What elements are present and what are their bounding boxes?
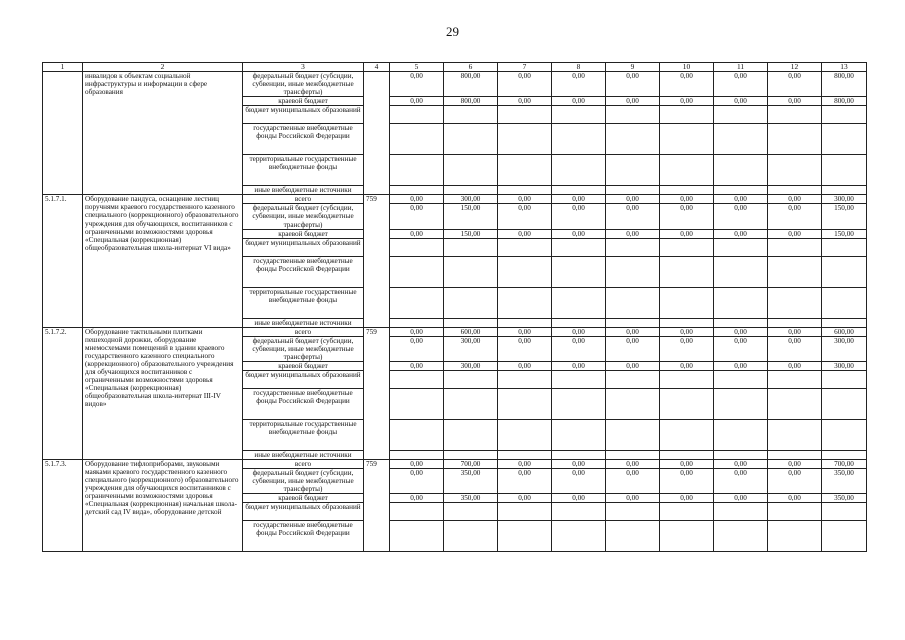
amount-cell <box>552 521 606 552</box>
amount-cell: 0,00 <box>498 204 552 229</box>
amount-cell <box>768 503 822 521</box>
amount-cell <box>714 371 768 389</box>
amount-cell: 150,00 <box>822 204 867 229</box>
amount-cell: 800,00 <box>444 72 498 97</box>
amount-cell: 0,00 <box>768 72 822 97</box>
funding-source: бюджет муниципальных образований <box>243 371 364 389</box>
amount-cell <box>660 371 714 389</box>
amount-cell <box>390 521 444 552</box>
amount-cell <box>444 238 498 256</box>
amount-cell <box>660 106 714 124</box>
funding-source: федеральный бюджет (субсидии, субвенции, иные межбюджетные трансферты) <box>243 72 364 97</box>
amount-cell: 350,00 <box>444 494 498 503</box>
item-description: Оборудование пандуса, оснащение лестниц поручнями краевого государственного казенного специального (коррекционного) образовательного учреждения для обучающихся, воспитанников с ограниченными возможностями здоровья «Специальная (коррекционная) общеобразовательная школа-интернат VI вида» <box>83 195 243 327</box>
amount-cell: 0,00 <box>660 72 714 97</box>
amount-cell <box>444 186 498 195</box>
column-header-12: 12 <box>768 63 822 72</box>
amount-cell: 0,00 <box>606 361 660 370</box>
amount-cell <box>822 318 867 327</box>
funding-source: краевой бюджет <box>243 97 364 106</box>
amount-cell: 0,00 <box>660 204 714 229</box>
amount-cell <box>768 256 822 287</box>
amount-cell <box>444 503 498 521</box>
amount-cell <box>552 256 606 287</box>
amount-cell <box>444 287 498 318</box>
amount-cell: 350,00 <box>822 494 867 503</box>
column-header-3: 3 <box>243 63 364 72</box>
funding-source: бюджет муниципальных образований <box>243 503 364 521</box>
amount-cell: 0,00 <box>498 469 552 494</box>
amount-cell: 0,00 <box>606 494 660 503</box>
amount-cell <box>606 256 660 287</box>
funding-source: иные внебюджетные источники <box>243 318 364 327</box>
amount-cell: 0,00 <box>498 361 552 370</box>
amount-cell <box>552 451 606 460</box>
funding-source: бюджет муниципальных образований <box>243 238 364 256</box>
amount-cell <box>552 371 606 389</box>
funding-source: федеральный бюджет (субсидии, субвенции, иные межбюджетные трансферты) <box>243 204 364 229</box>
amount-cell: 600,00 <box>822 327 867 336</box>
amount-cell: 0,00 <box>714 327 768 336</box>
amount-cell <box>660 238 714 256</box>
amount-cell: 0,00 <box>390 327 444 336</box>
amount-cell: 0,00 <box>714 336 768 361</box>
amount-cell <box>714 318 768 327</box>
amount-cell <box>498 256 552 287</box>
amount-cell: 300,00 <box>444 195 498 204</box>
amount-cell: 0,00 <box>552 229 606 238</box>
amount-cell <box>606 155 660 186</box>
amount-cell: 0,00 <box>606 195 660 204</box>
amount-cell <box>498 521 552 552</box>
amount-cell: 0,00 <box>660 229 714 238</box>
amount-cell: 0,00 <box>660 469 714 494</box>
amount-cell <box>768 124 822 155</box>
amount-cell <box>498 287 552 318</box>
item-description: Оборудование тифлоприборами, звуковыми маяками краевого государственного казенного специального (коррекционного) образовательного учреждения для обучающихся воспитанников с ограниченными возможностями здоровья «Специальная (коррекционная) начальная школа-детский сад IV вида», оборудование детской <box>83 460 243 552</box>
amount-cell <box>498 238 552 256</box>
amount-cell <box>498 124 552 155</box>
amount-cell <box>606 186 660 195</box>
amount-cell: 0,00 <box>768 469 822 494</box>
amount-cell: 0,00 <box>714 229 768 238</box>
amount-cell: 0,00 <box>498 229 552 238</box>
amount-cell: 300,00 <box>822 336 867 361</box>
amount-cell: 0,00 <box>768 336 822 361</box>
amount-cell: 0,00 <box>660 195 714 204</box>
amount-cell: 0,00 <box>660 361 714 370</box>
amount-cell <box>660 503 714 521</box>
column-header-10: 10 <box>660 63 714 72</box>
amount-cell <box>498 451 552 460</box>
amount-cell: 0,00 <box>660 336 714 361</box>
amount-cell: 0,00 <box>768 460 822 469</box>
amount-cell: 0,00 <box>606 469 660 494</box>
amount-cell <box>606 371 660 389</box>
amount-cell <box>660 124 714 155</box>
amount-cell: 0,00 <box>390 361 444 370</box>
amount-cell <box>552 238 606 256</box>
funding-source: государственные внебюджетные фонды Российской Федерации <box>243 124 364 155</box>
column-header-2: 2 <box>83 63 243 72</box>
funding-source: иные внебюджетные источники <box>243 186 364 195</box>
amount-cell <box>822 155 867 186</box>
amount-cell: 0,00 <box>498 336 552 361</box>
funding-source: государственные внебюджетные фонды Российской Федерации <box>243 389 364 420</box>
amount-cell <box>714 389 768 420</box>
amount-cell: 0,00 <box>768 229 822 238</box>
amount-cell <box>444 451 498 460</box>
column-header-4: 4 <box>364 63 390 72</box>
amount-cell: 700,00 <box>444 460 498 469</box>
amount-cell <box>390 389 444 420</box>
amount-cell: 0,00 <box>606 229 660 238</box>
table-row <box>43 195 867 204</box>
amount-cell: 0,00 <box>498 494 552 503</box>
amount-cell <box>444 420 498 451</box>
amount-cell <box>498 420 552 451</box>
amount-cell: 350,00 <box>444 469 498 494</box>
amount-cell <box>390 256 444 287</box>
funding-source: краевой бюджет <box>243 361 364 370</box>
amount-cell <box>552 106 606 124</box>
amount-cell <box>768 371 822 389</box>
amount-cell <box>660 318 714 327</box>
amount-cell <box>390 106 444 124</box>
amount-cell <box>822 124 867 155</box>
amount-cell: 300,00 <box>444 336 498 361</box>
amount-cell: 0,00 <box>768 327 822 336</box>
amount-cell: 0,00 <box>714 195 768 204</box>
amount-cell: 0,00 <box>390 460 444 469</box>
amount-cell: 600,00 <box>444 327 498 336</box>
amount-cell: 0,00 <box>714 361 768 370</box>
item-description: инвалидов к объектам социальной инфраструктуры и информации в сфере образования <box>83 72 243 195</box>
funding-source: федеральный бюджет (субсидии, субвенции, иные межбюджетные трансферты) <box>243 469 364 494</box>
amount-cell: 300,00 <box>822 195 867 204</box>
amount-cell <box>444 389 498 420</box>
column-header-5: 5 <box>390 63 444 72</box>
amount-cell <box>444 256 498 287</box>
amount-cell <box>444 371 498 389</box>
amount-cell: 0,00 <box>498 460 552 469</box>
amount-cell <box>498 371 552 389</box>
amount-cell: 0,00 <box>390 336 444 361</box>
amount-cell <box>660 420 714 451</box>
amount-cell <box>822 389 867 420</box>
amount-cell <box>444 521 498 552</box>
amount-cell <box>714 106 768 124</box>
amount-cell <box>498 389 552 420</box>
amount-cell: 0,00 <box>498 72 552 97</box>
amount-cell <box>714 124 768 155</box>
funding-source: иные внебюджетные источники <box>243 451 364 460</box>
amount-cell <box>606 503 660 521</box>
amount-cell <box>714 420 768 451</box>
amount-cell: 0,00 <box>714 460 768 469</box>
amount-cell: 0,00 <box>606 336 660 361</box>
grbs-code: 759 <box>364 195 390 327</box>
amount-cell: 0,00 <box>714 97 768 106</box>
amount-cell: 0,00 <box>390 97 444 106</box>
funding-source: территориальные государственные внебюджетные фонды <box>243 155 364 186</box>
amount-cell <box>390 186 444 195</box>
amount-cell <box>552 124 606 155</box>
amount-cell <box>714 521 768 552</box>
amount-cell: 0,00 <box>714 469 768 494</box>
amount-cell <box>660 256 714 287</box>
amount-cell <box>390 318 444 327</box>
funding-source: государственные внебюджетные фонды Российской Федерации <box>243 256 364 287</box>
amount-cell <box>552 287 606 318</box>
column-number-row <box>43 63 867 72</box>
amount-cell <box>714 155 768 186</box>
amount-cell: 0,00 <box>552 469 606 494</box>
column-header-1: 1 <box>43 63 83 72</box>
amount-cell: 0,00 <box>768 361 822 370</box>
amount-cell <box>768 389 822 420</box>
amount-cell: 0,00 <box>498 97 552 106</box>
amount-cell: 150,00 <box>444 229 498 238</box>
amount-cell: 700,00 <box>822 460 867 469</box>
table-row <box>43 72 867 97</box>
amount-cell: 0,00 <box>768 195 822 204</box>
amount-cell: 0,00 <box>390 494 444 503</box>
amount-cell: 0,00 <box>660 327 714 336</box>
amount-cell <box>552 420 606 451</box>
amount-cell: 0,00 <box>660 494 714 503</box>
amount-cell: 0,00 <box>552 327 606 336</box>
amount-cell <box>390 124 444 155</box>
amount-cell <box>390 238 444 256</box>
amount-cell <box>822 521 867 552</box>
amount-cell <box>768 155 822 186</box>
amount-cell: 0,00 <box>660 460 714 469</box>
amount-cell <box>768 186 822 195</box>
funding-source: федеральный бюджет (субсидии, субвенции, иные межбюджетные трансферты) <box>243 336 364 361</box>
funding-source: краевой бюджет <box>243 229 364 238</box>
amount-cell: 0,00 <box>714 204 768 229</box>
funding-source: территориальные государственные внебюджетные фонды <box>243 287 364 318</box>
amount-cell <box>714 186 768 195</box>
amount-cell <box>768 420 822 451</box>
amount-cell: 0,00 <box>552 204 606 229</box>
amount-cell <box>498 186 552 195</box>
amount-cell <box>606 420 660 451</box>
column-header-13: 13 <box>822 63 867 72</box>
amount-cell <box>660 521 714 552</box>
amount-cell: 150,00 <box>822 229 867 238</box>
amount-cell <box>822 238 867 256</box>
amount-cell <box>822 503 867 521</box>
amount-cell: 0,00 <box>552 336 606 361</box>
amount-cell <box>822 106 867 124</box>
amount-cell: 0,00 <box>552 361 606 370</box>
amount-cell: 350,00 <box>822 469 867 494</box>
amount-cell <box>444 155 498 186</box>
amount-cell <box>606 287 660 318</box>
amount-cell: 800,00 <box>444 97 498 106</box>
amount-cell <box>660 186 714 195</box>
amount-cell <box>390 451 444 460</box>
amount-cell: 0,00 <box>768 494 822 503</box>
amount-cell <box>606 238 660 256</box>
page-number: 29 <box>446 24 459 39</box>
amount-cell <box>660 389 714 420</box>
amount-cell: 800,00 <box>822 72 867 97</box>
amount-cell <box>444 124 498 155</box>
amount-cell: 0,00 <box>768 204 822 229</box>
amount-cell: 0,00 <box>390 204 444 229</box>
amount-cell <box>714 287 768 318</box>
amount-cell <box>606 389 660 420</box>
amount-cell <box>768 287 822 318</box>
amount-cell <box>768 238 822 256</box>
amount-cell: 0,00 <box>768 97 822 106</box>
amount-cell <box>768 106 822 124</box>
amount-cell <box>606 451 660 460</box>
amount-cell: 0,00 <box>714 494 768 503</box>
amount-cell <box>714 503 768 521</box>
amount-cell: 800,00 <box>822 97 867 106</box>
amount-cell <box>390 420 444 451</box>
amount-cell <box>552 503 606 521</box>
amount-cell: 0,00 <box>390 72 444 97</box>
funding-source: всего <box>243 327 364 336</box>
item-code: 5.1.7.2. <box>43 327 83 459</box>
item-code: 5.1.7.1. <box>43 195 83 327</box>
amount-cell <box>822 287 867 318</box>
amount-cell: 0,00 <box>390 229 444 238</box>
amount-cell: 0,00 <box>552 460 606 469</box>
column-header-9: 9 <box>606 63 660 72</box>
column-header-6: 6 <box>444 63 498 72</box>
grbs-code <box>364 72 390 195</box>
funding-source: всего <box>243 460 364 469</box>
amount-cell <box>606 106 660 124</box>
amount-cell: 0,00 <box>552 97 606 106</box>
amount-cell: 300,00 <box>822 361 867 370</box>
funding-source: государственные внебюджетные фонды Российской Федерации <box>243 521 364 552</box>
amount-cell: 150,00 <box>444 204 498 229</box>
amount-cell <box>822 256 867 287</box>
table-row <box>43 327 867 336</box>
funding-source: краевой бюджет <box>243 494 364 503</box>
amount-cell <box>498 503 552 521</box>
amount-cell: 0,00 <box>390 469 444 494</box>
amount-cell: 0,00 <box>498 327 552 336</box>
amount-cell: 0,00 <box>606 460 660 469</box>
budget-table <box>42 62 867 552</box>
amount-cell <box>768 521 822 552</box>
item-description: Оборудование тактильными плитками пешеходной дорожки, оборудование мнемосхемами помещений в здании краевого государственного казенного специального (коррекционного) образовательного учреждения для обучающихся воспитанников с ограниченными возможностями здоровья «Специальная (коррекционная) общеобразовательная школа-интернат III-IV видов» <box>83 327 243 459</box>
amount-cell <box>606 521 660 552</box>
column-header-8: 8 <box>552 63 606 72</box>
amount-cell <box>552 318 606 327</box>
amount-cell <box>390 155 444 186</box>
amount-cell <box>822 371 867 389</box>
amount-cell: 0,00 <box>552 494 606 503</box>
item-code <box>43 72 83 195</box>
grbs-code: 759 <box>364 460 390 552</box>
column-header-7: 7 <box>498 63 552 72</box>
amount-cell <box>498 155 552 186</box>
amount-cell <box>390 287 444 318</box>
funding-source: всего <box>243 195 364 204</box>
amount-cell: 0,00 <box>498 195 552 204</box>
amount-cell: 0,00 <box>660 97 714 106</box>
amount-cell <box>822 451 867 460</box>
table-row <box>43 460 867 469</box>
amount-cell <box>552 389 606 420</box>
amount-cell <box>390 503 444 521</box>
amount-cell: 0,00 <box>606 327 660 336</box>
amount-cell <box>498 106 552 124</box>
amount-cell <box>660 155 714 186</box>
amount-cell <box>714 256 768 287</box>
amount-cell <box>444 318 498 327</box>
amount-cell <box>660 451 714 460</box>
amount-cell: 0,00 <box>552 195 606 204</box>
funding-source: бюджет муниципальных образований <box>243 106 364 124</box>
grbs-code: 759 <box>364 327 390 459</box>
amount-cell <box>606 124 660 155</box>
amount-cell: 0,00 <box>606 204 660 229</box>
amount-cell <box>390 371 444 389</box>
amount-cell <box>606 318 660 327</box>
amount-cell: 0,00 <box>606 72 660 97</box>
amount-cell <box>660 287 714 318</box>
amount-cell <box>822 186 867 195</box>
item-code: 5.1.7.3. <box>43 460 83 552</box>
amount-cell <box>552 186 606 195</box>
amount-cell <box>714 451 768 460</box>
amount-cell: 300,00 <box>444 361 498 370</box>
amount-cell <box>444 106 498 124</box>
amount-cell: 0,00 <box>390 195 444 204</box>
column-header-11: 11 <box>714 63 768 72</box>
amount-cell: 0,00 <box>606 97 660 106</box>
amount-cell <box>822 420 867 451</box>
amount-cell: 0,00 <box>552 72 606 97</box>
amount-cell <box>498 318 552 327</box>
amount-cell <box>552 155 606 186</box>
amount-cell <box>768 318 822 327</box>
funding-source: территориальные государственные внебюджетные фонды <box>243 420 364 451</box>
amount-cell <box>768 451 822 460</box>
amount-cell: 0,00 <box>714 72 768 97</box>
amount-cell <box>714 238 768 256</box>
